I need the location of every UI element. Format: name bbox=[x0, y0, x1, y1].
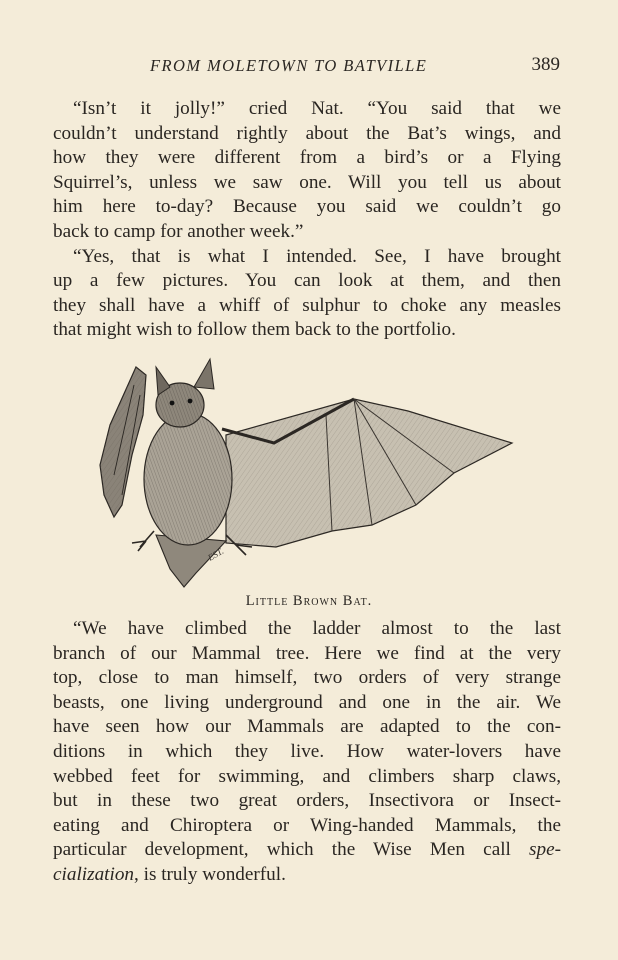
running-head bbox=[52, 56, 560, 80]
text-line: webbed feet for swimming, and climbers sharp claws, bbox=[53, 765, 561, 787]
running-title: FROM MOLETOWN TO BATVILLE bbox=[150, 56, 428, 75]
text-line: “Isn’t it jolly!” cried Nat. “You said that we bbox=[73, 98, 561, 119]
right-ear bbox=[194, 359, 214, 389]
figure-caption: Little Brown Bat. bbox=[245, 593, 373, 609]
text-line: couldn’t understand rightly about the Bat’s wings, and bbox=[53, 122, 561, 144]
text-line: up a few pictures. You can look at them, and then bbox=[53, 270, 561, 292]
text-line: eating and Chiroptera or Wing-handed Mammals, the bbox=[53, 814, 561, 836]
italic-term: spe- bbox=[529, 839, 561, 861]
text-line: but in these two great orders, Insectivora or Insect- bbox=[53, 790, 561, 812]
text-line: “Yes, that is what I intended. See, I have brought bbox=[73, 245, 561, 267]
text-line: they shall have a whiff of sulphur to choke any measles bbox=[53, 294, 561, 316]
italic-term: cialization bbox=[53, 863, 135, 885]
text-line: have seen how our Mammals are adapted to the con- bbox=[53, 716, 561, 738]
text-segment: particular development, which the Wise Men call bbox=[53, 839, 530, 861]
text-line: how they were different from a bird’s or a Flying bbox=[53, 147, 561, 169]
text-line: “We have climbed the ladder almost to the last bbox=[73, 618, 561, 639]
text-line: him here to-day? Because you said we couldn’t go bbox=[53, 196, 561, 218]
text-line: Squirrel’s, unless we saw one. Will you tell us about bbox=[53, 171, 561, 193]
text-line bbox=[53, 863, 561, 888]
closing-paragraph bbox=[53, 617, 561, 888]
text-line: branch of our Mammal tree. Here we find at the very bbox=[53, 642, 561, 664]
text-line: ditions in which they live. How water-lovers have bbox=[53, 740, 561, 762]
bat-foot-left bbox=[132, 531, 154, 551]
opening-paragraphs bbox=[53, 97, 561, 343]
bat-illustration bbox=[96, 355, 520, 591]
text-line: back to camp for another week.” bbox=[53, 220, 304, 242]
artist-signature: EST. bbox=[206, 545, 226, 563]
text-line bbox=[53, 838, 561, 863]
page-number: 389 bbox=[531, 54, 560, 75]
text-line: top, close to man himself, two orders of very strange bbox=[53, 667, 561, 689]
text-line: that might wish to follow them back to the portfolio. bbox=[53, 319, 456, 341]
text-line: beasts, one living underground and one in the air. We bbox=[53, 691, 561, 713]
text-segment: , is truly wonderful. bbox=[134, 863, 286, 885]
